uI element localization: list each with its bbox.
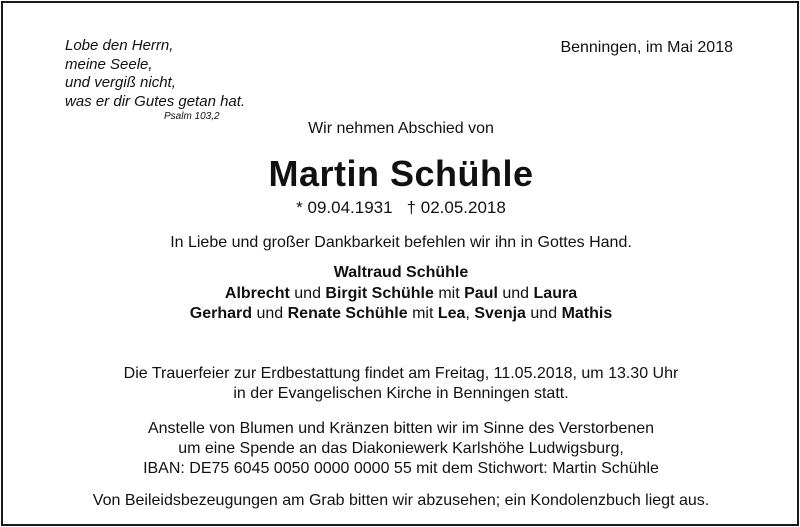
conjunction: und — [502, 284, 530, 302]
family-name: Lea — [437, 305, 466, 322]
donation-line: um eine Spende an das Diakoniewerk Karlshöhe Ludwigsburg, — [178, 440, 624, 457]
family-line-2 — [3, 284, 799, 305]
verse-line: meine Seele, — [65, 55, 153, 73]
ceremony-line: in der Evangelischen Kirche in Benningen statt. — [233, 385, 569, 402]
bible-verse — [65, 37, 245, 111]
conjunction: und — [256, 305, 284, 322]
donation-line: IBAN: DE75 6045 0050 0000 0000 55 mit dem Stichwort: Martin Schühle — [143, 460, 659, 477]
donation-line: Anstelle von Blumen und Kränzen bitten wir im Sinne des Verstorbenen — [147, 420, 655, 437]
family-name: Paul — [464, 284, 498, 302]
closing-note: Von Beileidsbezeugungen am Grab bitten wir abzusehen; ein Kondolenzbuch liegt aus. — [92, 492, 710, 509]
conjunction: mit — [438, 284, 460, 302]
deceased-name: Martin Schühle — [268, 153, 534, 194]
conjunction: mit — [412, 305, 434, 322]
conjunction: und — [294, 284, 321, 302]
verse-line: was er dir Gutes getan hat. — [65, 92, 246, 110]
death-date: † 02.05.2018 — [406, 198, 506, 217]
verse-line: und vergiß nicht, — [65, 74, 176, 91]
place-date: Benningen, im Mai 2018 — [560, 39, 733, 56]
family-list — [3, 263, 799, 325]
family-name: Svenja — [474, 305, 526, 322]
family-line-3 — [3, 304, 799, 325]
blessing-text: In Liebe und großer Dankbarkeit befehlen wir ihn in Gottes Hand. — [170, 234, 632, 251]
ceremony-info — [3, 364, 799, 404]
obituary-notice — [1, 1, 799, 526]
verse-line: Lobe den Herrn, — [65, 37, 174, 54]
birth-date: * 09.04.1931 — [296, 198, 393, 217]
family-name: Laura — [533, 284, 578, 302]
family-line-1 — [3, 263, 799, 284]
donation-info — [3, 419, 799, 479]
family-name: Mathis — [561, 305, 613, 322]
family-name: Albrecht — [224, 284, 290, 302]
ceremony-line: Die Trauerfeier zur Erdbestattung findet am Freitag, 11.05.2018, um 13.30 Uhr — [123, 365, 679, 382]
separator: , — [465, 305, 470, 322]
family-name: Renate Schühle — [287, 305, 408, 322]
life-dates — [3, 198, 799, 218]
conjunction: und — [530, 305, 558, 322]
family-name: Waltraud Schühle — [333, 264, 469, 281]
intro-text: Wir nehmen Abschied von — [308, 120, 494, 137]
family-name: Gerhard — [189, 305, 252, 322]
family-name: Birgit Schühle — [325, 284, 434, 302]
verse-source: Psalm 103,2 — [164, 111, 220, 122]
